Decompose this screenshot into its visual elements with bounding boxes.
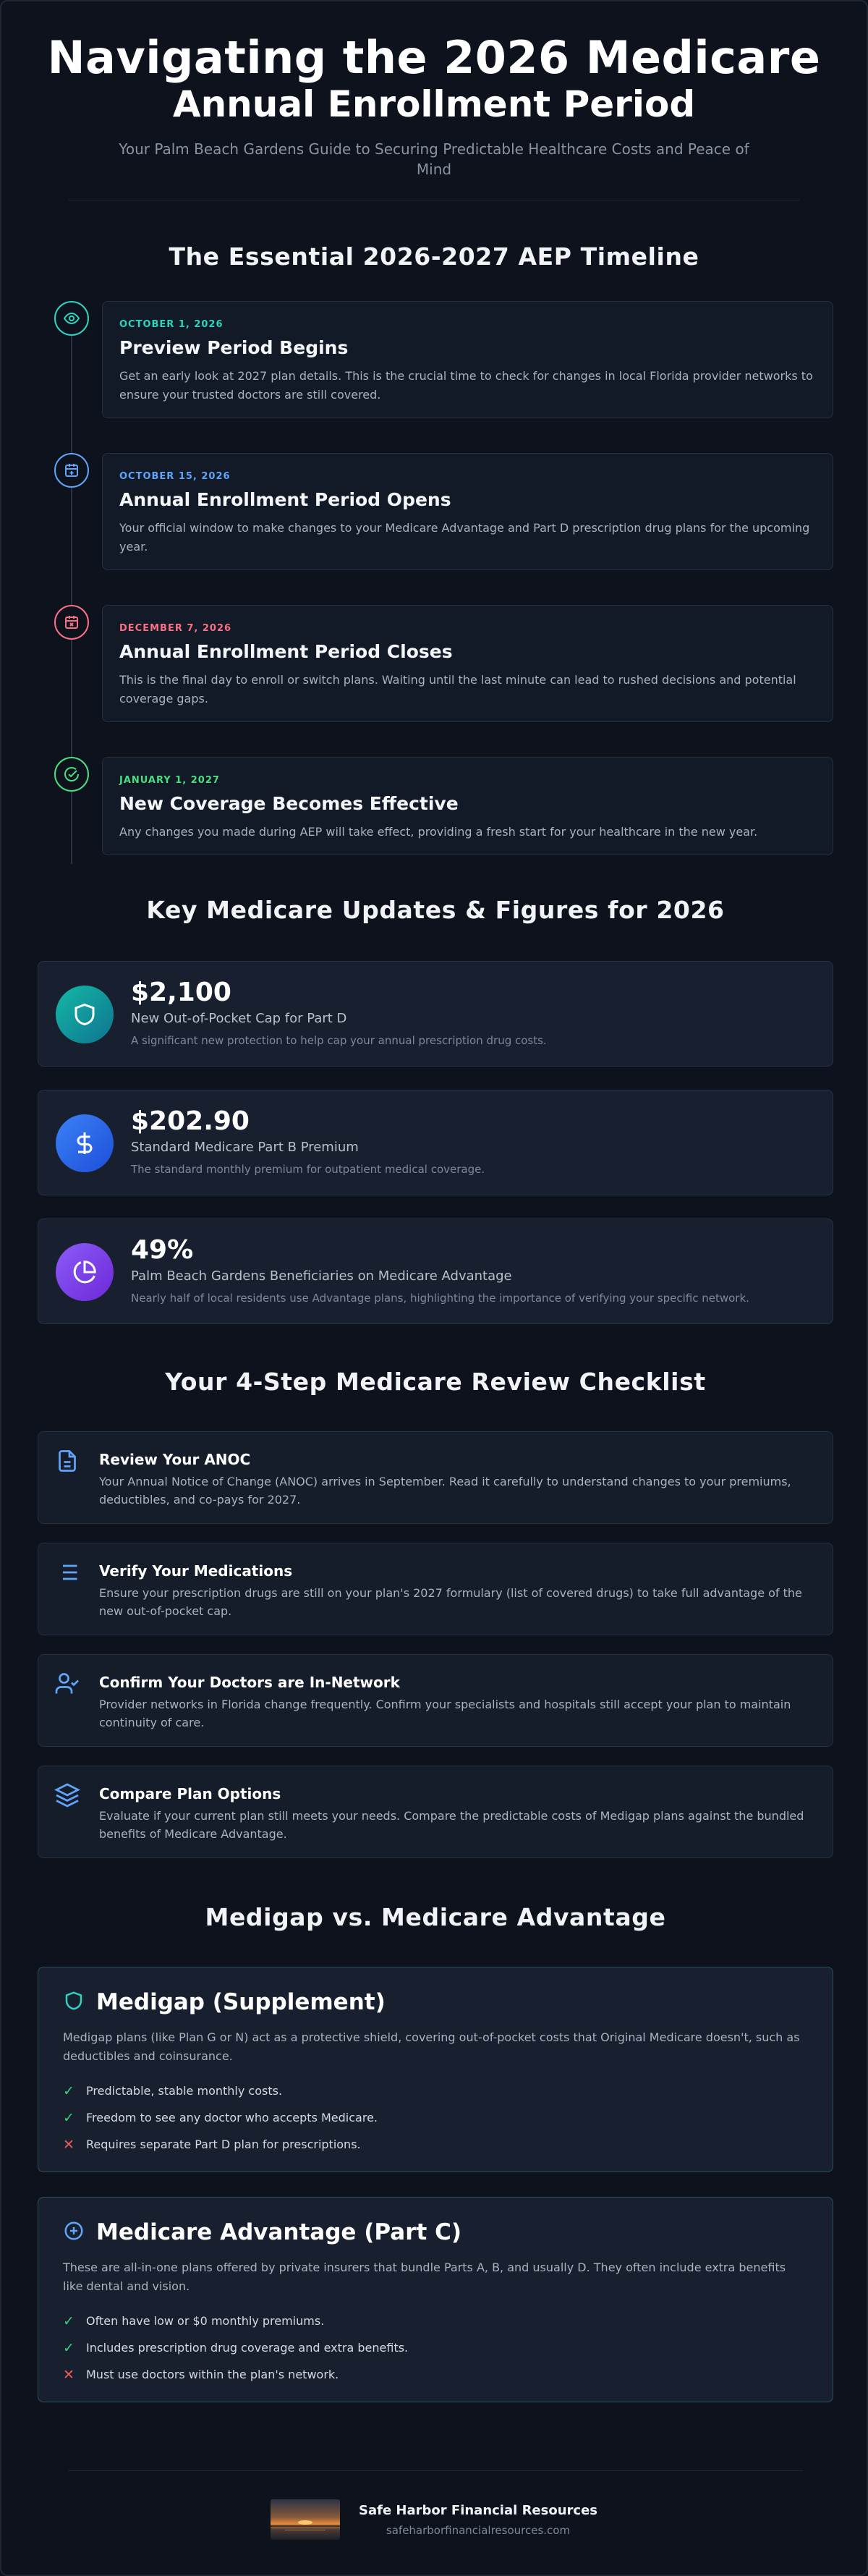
plan-card-header <box>63 1989 808 2015</box>
page-title-line2: Annual Enrollment Period <box>172 83 696 125</box>
plan-point <box>63 2334 808 2361</box>
plan-point <box>63 2131 808 2158</box>
timeline-section-title: The Essential 2026-2027 AEP Timeline <box>169 242 699 271</box>
checklist-section-title: Your 4-Step Medicare Review Checklist <box>165 1368 706 1396</box>
plan-points <box>63 2077 808 2158</box>
x-icon: ✕ <box>63 2136 75 2153</box>
user-check-icon <box>54 1671 80 1697</box>
stat-card <box>38 1090 833 1195</box>
plan-desc: These are all-in-one plans offered by private insurers that bundle Parts A, B, and usually D. They often include extra benefits like dental and vision. <box>63 2261 786 2293</box>
stat-value: $202.90 <box>131 1106 250 1136</box>
website-link[interactable]: safeharborfinancialresources.com <box>386 2523 571 2537</box>
comparison-section-title: Medigap vs. Medicare Advantage <box>205 1903 666 1931</box>
checklist-title: Review Your ANOC <box>99 1451 251 1468</box>
checklist-desc: Provider networks in Florida change frequently. Confirm your specialists and hospitals still accept your plan to maintain continuity of care. <box>99 1698 791 1729</box>
checklist-title: Compare Plan Options <box>99 1785 281 1802</box>
timeline-date: DECEMBER 7, 2026 <box>119 623 232 634</box>
timeline-desc: Any changes you made during AEP will take effect, providing a fresh start for your healthcare in the new year. <box>119 825 758 839</box>
timeline-desc: Get an early look at 2027 plan details. This is the crucial time to check for changes in local Florida provider networks to ensure your trusted doctors are still covered. <box>119 369 813 402</box>
timeline-date: JANUARY 1, 2027 <box>119 775 220 786</box>
plan-card-advantage <box>38 2197 833 2402</box>
shield-icon <box>56 986 114 1043</box>
checklist-desc: Your Annual Notice of Change (ANOC) arrives in September. Read it carefully to understand changes to your premiums, deductibles, and co-pays for 2027. <box>99 1475 791 1507</box>
timeline-date: OCTOBER 15, 2026 <box>119 471 231 482</box>
timeline-card <box>102 605 833 722</box>
stat-desc: A significant new protection to help cap your annual prescription drug costs. <box>131 1034 547 1047</box>
checklist-item <box>38 1543 833 1635</box>
checklist-title: Confirm Your Doctors are In-Network <box>99 1674 400 1691</box>
timeline-item <box>52 605 830 757</box>
timeline-title: New Coverage Becomes Effective <box>119 793 459 814</box>
x-icon: ✕ <box>63 2366 75 2383</box>
timeline-item <box>52 301 830 453</box>
plan-card-medigap <box>38 1967 833 2172</box>
plan-point-text: Freedom to see any doctor who accepts Medicare. <box>86 2111 378 2124</box>
plan-point-text: Includes prescription drug coverage and extra benefits. <box>86 2341 409 2355</box>
footer-divider <box>68 2470 803 2471</box>
plan-point <box>63 2361 808 2388</box>
document-icon <box>54 1448 80 1474</box>
timeline-card <box>102 757 833 855</box>
timeline <box>52 301 830 855</box>
timeline-title: Preview Period Begins <box>119 337 349 358</box>
plan-point <box>63 2104 808 2131</box>
timeline-card <box>102 453 833 570</box>
stat-label: Palm Beach Gardens Beneficiaries on Medicare Advantage <box>131 1268 512 1284</box>
stat-desc: Nearly half of local residents use Advantage plans, highlighting the importance of verifying your specific network. <box>131 1292 749 1305</box>
check-icon: ✓ <box>63 2339 75 2356</box>
timeline-desc: This is the final day to enroll or switch plans. Waiting until the last minute can lead to rushed decisions and potential coverage gaps. <box>119 673 796 706</box>
plan-title: Medigap (Supplement) <box>96 1989 386 2015</box>
eye-icon <box>54 301 89 336</box>
plus-circle-icon <box>63 2220 96 2245</box>
plan-points <box>63 2308 808 2388</box>
timeline-desc: Your official window to make changes to your Medicare Advantage and Part D prescription drug plans for the upcoming year. <box>119 521 810 554</box>
footer <box>271 2498 597 2541</box>
sunset-logo-image <box>271 2499 340 2540</box>
check-icon: ✓ <box>63 2313 75 2329</box>
checklist-desc: Evaluate if your current plan still meets your needs. Compare the predictable costs of Medigap plans against the bundled benefits of Medicare Advantage. <box>99 1809 804 1841</box>
header <box>1 1 867 179</box>
page-subtitle: Your Palm Beach Gardens Guide to Securing Predictable Healthcare Costs and Peace of Mind <box>119 140 749 178</box>
dollar-icon <box>56 1114 114 1172</box>
checklist-item <box>38 1766 833 1858</box>
stat-desc: The standard monthly premium for outpatient medical coverage. <box>131 1163 485 1176</box>
stat-card <box>38 961 833 1067</box>
pie-chart-icon <box>56 1243 114 1301</box>
page-title-line1: Navigating the 2026 Medicare <box>47 31 821 84</box>
shield-icon <box>63 1990 96 2014</box>
footer-text <box>359 2503 597 2537</box>
plan-point-text: Requires separate Part D plan for prescriptions. <box>86 2138 361 2151</box>
timeline-card <box>102 301 833 418</box>
layers-icon <box>54 1782 80 1808</box>
stat-label: Standard Medicare Part B Premium <box>131 1140 359 1155</box>
list-icon <box>54 1559 80 1585</box>
plan-point-text: Must use doctors within the plan's network. <box>86 2368 339 2381</box>
plan-desc: Medigap plans (like Plan G or N) act as a protective shield, covering out-of-pocket costs that Original Medicare doesn't, such as deductibles and coinsurance. <box>63 2030 800 2063</box>
plan-point-text: Often have low or $0 monthly premiums. <box>86 2314 325 2328</box>
calendar-x-icon <box>54 605 89 640</box>
plan-point <box>63 2308 808 2334</box>
checklist-item <box>38 1431 833 1524</box>
updates-section-title: Key Medicare Updates & Figures for 2026 <box>146 896 725 924</box>
stat-value: $2,100 <box>131 978 231 1007</box>
timeline-item <box>52 757 830 855</box>
timeline-item <box>52 453 830 605</box>
plan-title: Medicare Advantage (Part C) <box>96 2219 462 2245</box>
timeline-title: Annual Enrollment Period Closes <box>119 641 453 662</box>
check-icon: ✓ <box>63 2083 75 2099</box>
check-icon: ✓ <box>63 2109 75 2126</box>
check-circle-icon <box>54 757 89 792</box>
timeline-date: OCTOBER 1, 2026 <box>119 319 224 330</box>
checklist-desc: Ensure your prescription drugs are still on your plan's 2027 formulary (list of covered drugs) to take full advantage of the new out-of-pocket cap. <box>99 1586 802 1618</box>
checklist-item <box>38 1654 833 1747</box>
plan-card-header <box>63 2219 808 2245</box>
calendar-plus-icon <box>54 453 89 488</box>
stat-value: 49% <box>131 1235 194 1265</box>
checklist-title: Verify Your Medications <box>99 1562 293 1580</box>
timeline-title: Annual Enrollment Period Opens <box>119 489 451 510</box>
plan-point-text: Predictable, stable monthly costs. <box>86 2084 283 2098</box>
brand-name: Safe Harbor Financial Resources <box>359 2502 597 2518</box>
plan-point <box>63 2077 808 2104</box>
stat-label: New Out-of-Pocket Cap for Part D <box>131 1011 347 1026</box>
stat-card <box>38 1219 833 1324</box>
